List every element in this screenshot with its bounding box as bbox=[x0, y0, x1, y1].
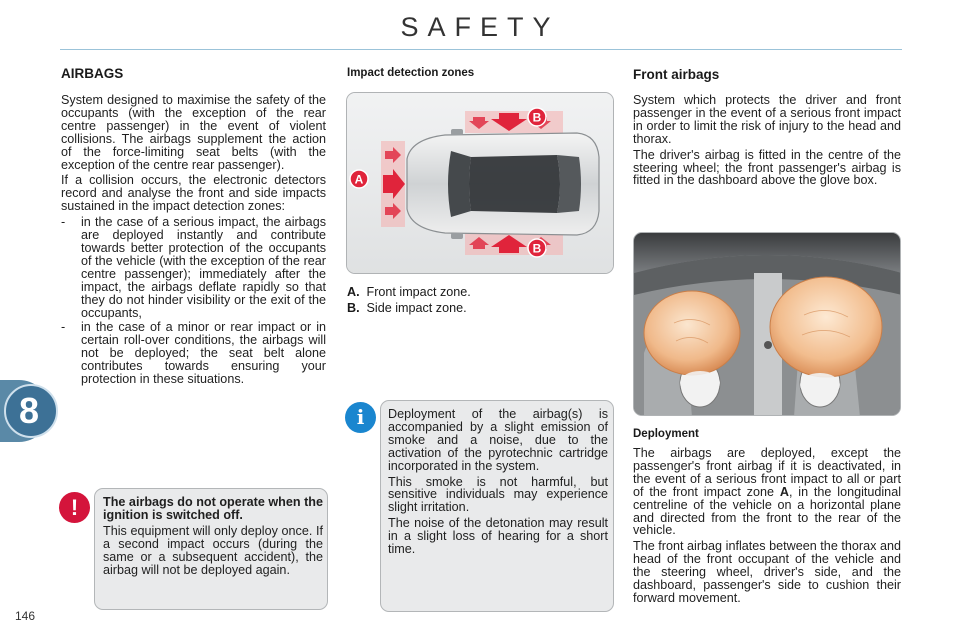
deployment-para-1-post: , in the longitudinal centreline of the vehicle on a horizontal plane and directed from the front to the rear of the vehicle. bbox=[633, 484, 901, 538]
warning-body: This equipment will only deploy once. If a second impact occurs (during the same or a subsequent accident), the airbag will not be deployed again. bbox=[103, 523, 323, 577]
info-icon: i bbox=[345, 402, 376, 433]
airbags-intro: System designed to maximise the safety of the occupants (with the exception of the rear centre passenger) in the event of violent collisions. The airbags supplement the action of the force-limiting seat belts (with the exception of the centre rear passenger). bbox=[61, 93, 326, 172]
bullet-dash: - bbox=[61, 320, 66, 335]
warning-title: The airbags do not operate when the ignition is switched off. bbox=[103, 495, 323, 522]
mirror-left bbox=[451, 129, 463, 135]
airbags-heading: AIRBAGS bbox=[61, 66, 124, 81]
deployment-body bbox=[633, 447, 901, 608]
impact-zones-heading: Impact detection zones bbox=[347, 67, 475, 79]
front-airbags-heading: Front airbags bbox=[633, 67, 720, 82]
roof bbox=[469, 155, 560, 213]
list-item bbox=[61, 321, 326, 386]
zone-a-reference: A bbox=[779, 484, 789, 499]
driver-head-lower bbox=[680, 371, 720, 395]
warning-icon: ! bbox=[59, 492, 90, 523]
info-para-2: This smoke is not harmful, but sensitive individuals may experience slight irritation. bbox=[388, 474, 608, 515]
chapter-number: 8 bbox=[18, 390, 40, 431]
info-para-1: Deployment of the airbag(s) is accompanied by a slight emission of smoke and a noise, due to the activation of the pyrotechnic cartridge incorporated in the system. bbox=[388, 407, 608, 473]
deployment-heading: Deployment bbox=[633, 428, 699, 440]
driver-airbag bbox=[644, 291, 740, 375]
impact-zones-diagram bbox=[346, 92, 614, 274]
mirror-right bbox=[451, 233, 463, 239]
passenger-airbag bbox=[770, 277, 882, 377]
info-callout bbox=[380, 400, 614, 612]
front-airbags-para-1: System which protects the driver and front passenger in the event of a serious front impact in order to limit the risk of injury to the head and thorax. bbox=[633, 93, 901, 146]
info-text bbox=[388, 408, 608, 559]
deployment-para-2: The front airbag inflates between the thorax and head of the front occupant of the vehicle and the steering wheel, driver's side, and the dashboard, passenger's side to cushion their forward movement. bbox=[633, 539, 901, 605]
header-divider bbox=[60, 49, 902, 50]
legend-text: Side impact zone. bbox=[366, 301, 467, 315]
console-knob bbox=[764, 341, 772, 349]
car-top-view bbox=[347, 93, 614, 274]
airbags-collision-text: If a collision occurs, the electronic detectors record and analyse the front and side impacts sustained in the impact detection zones: bbox=[61, 173, 326, 214]
passenger-head-lower bbox=[800, 373, 840, 397]
legend-letter: B. bbox=[347, 301, 360, 315]
bullet-dash: - bbox=[61, 215, 66, 230]
bullet-text: in the case of a minor or rear impact or in certain roll-over conditions, the airbags will not be deployed; the seat belt alone contributes towards ensuring your protection in these situations. bbox=[81, 320, 326, 387]
front-airbags-para-2: The driver's airbag is fitted in the centre of the steering wheel; the front passenger's airbag is fitted in the dashboard above the glove box. bbox=[633, 147, 901, 188]
page-number: 146 bbox=[15, 609, 36, 623]
info-para-3: The noise of the detonation may result in a slight loss of hearing for a short time. bbox=[388, 516, 608, 557]
list-item bbox=[61, 216, 326, 319]
label-b-top: B bbox=[532, 110, 542, 125]
windshield bbox=[448, 151, 471, 217]
rear-window bbox=[557, 155, 581, 213]
legend-letter: A. bbox=[347, 285, 360, 299]
front-airbags-body bbox=[633, 94, 901, 190]
page-title: SAFETY bbox=[400, 12, 560, 42]
label-b-bottom: B bbox=[532, 241, 542, 256]
airbags-body bbox=[61, 94, 326, 388]
legend-text: Front impact zone. bbox=[366, 285, 471, 299]
label-a: A bbox=[354, 172, 364, 187]
legend-item-a bbox=[347, 285, 471, 299]
warning-callout bbox=[94, 488, 328, 610]
airbags-deployed-illustration bbox=[634, 233, 901, 416]
legend-item-b bbox=[347, 301, 467, 315]
deployment-para-1-pre: The airbags are deployed, except the passenger's front airbag if it is deactivated, in the event of a serious front impact to all or part of the front impact zone bbox=[633, 446, 901, 499]
warning-text bbox=[103, 496, 323, 579]
deployment-para-1 bbox=[633, 447, 901, 537]
bullet-text: in the case of a serious impact, the airbags are deployed instantly and contribute towards better protection of the occupants of the vehicle (with the exception of the rear centre passenger); immediately after the impact, the airbags deflate rapidly so that they do not hinder visibility or the exit of the occupants, bbox=[81, 215, 326, 320]
front-airbags-illustration bbox=[633, 232, 901, 416]
